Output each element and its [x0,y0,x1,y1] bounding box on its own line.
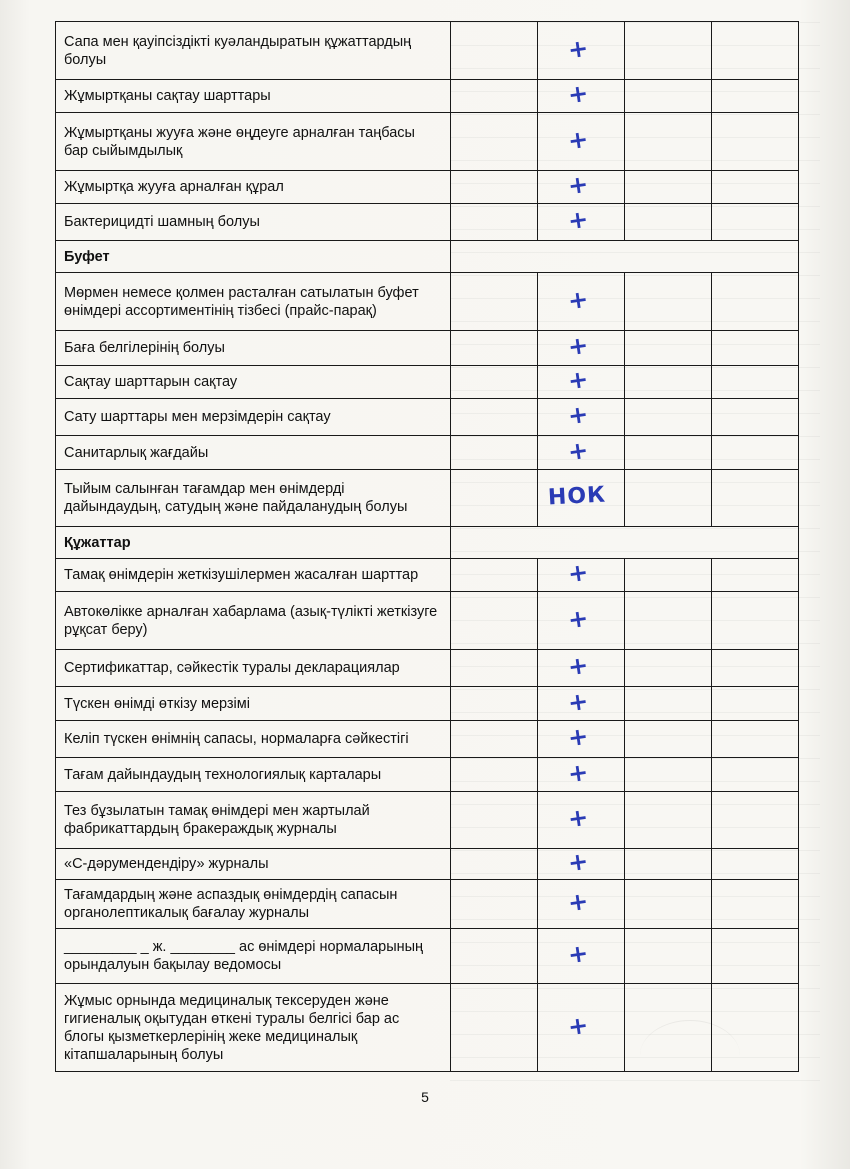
handwritten-check-mark: + [566,757,590,788]
handwritten-check-mark: + [566,124,590,155]
handwritten-check-mark: + [566,938,590,970]
answer-cell-3 [625,470,712,527]
answer-cell-2 [538,559,625,592]
answer-cell-1 [451,470,538,527]
section-row [56,527,799,559]
answer-cell-2 [538,929,625,984]
answer-cell-4 [712,880,799,929]
answer-cell-3 [625,171,712,204]
answer-cell-3 [625,792,712,849]
answer-cell-4 [712,331,799,366]
criterion-label: Жұмыртқа жууға арналған құрал [56,171,451,204]
handwritten-check-mark: + [566,435,590,466]
answer-cell-2 [538,113,625,171]
table-row [56,331,799,366]
criterion-label: _________ _ ж. ________ ас өнімдері нормаларының орындалуын бақылау ведомосы [56,929,451,984]
table-row [56,984,799,1072]
table-row [56,204,799,241]
criterion-label: Жұмыртқаны жууға және өңдеуге арналған таңбасы бар сыйымдылық [56,113,451,171]
criterion-label: Бактерицидті шамның болуы [56,204,451,241]
criterion-label: Сату шарттары мен мерзімдерін сақтау [56,399,451,436]
criterion-label: Тағам дайындаудың технологиялық карталары [56,758,451,792]
answer-cell-3 [625,273,712,331]
answer-cell-2 [538,846,625,880]
answer-cell-1 [451,331,538,366]
criterion-label: Тез бұзылатын тамақ өнімдері мен жартылай фабрикаттардың бракераждық журналы [56,792,451,849]
table-row [56,929,799,984]
handwritten-check-mark: + [566,886,590,918]
answer-cell-2 [538,984,625,1072]
answer-cell-2 [538,880,625,929]
criterion-label: Тыйым салынған тағамдар мен өнімдерді дайындаудың, сатудың және пайдаланудың болуы [56,470,451,527]
handwritten-check-mark: + [566,33,590,64]
handwritten-check-mark: + [566,802,590,834]
answer-cell-4 [712,650,799,687]
answer-cell-4 [712,758,799,792]
criterion-label: Жұмыртқаны сақтау шарттары [56,80,451,113]
answer-cell-3 [625,436,712,470]
handwritten-check-mark: + [566,650,590,682]
answer-cell-3 [625,758,712,792]
table-row [56,792,799,849]
section-spacer [451,241,799,273]
answer-cell-1 [451,650,538,687]
table-row [56,366,799,399]
criterion-label: Мөрмен немесе қолмен расталған сатылатын буфет өнімдері ассортиментінің тізбесі (прайс-парақ) [56,273,451,331]
answer-cell-1 [451,984,538,1072]
answer-cell-3 [625,22,712,80]
handwritten-check-mark: + [566,284,590,315]
criterion-label: Санитарлық жағдайы [56,436,451,470]
table-row [56,399,799,436]
answer-cell-4 [712,366,799,399]
handwritten-check-mark: + [566,169,590,201]
answer-cell-3 [625,929,712,984]
answer-cell-4 [712,399,799,436]
answer-cell-1 [451,204,538,241]
answer-cell-2 [538,366,625,399]
handwritten-check-mark: + [566,78,590,110]
answer-cell-4 [712,171,799,204]
handwritten-check-mark: НОК [547,482,607,511]
table-row [56,559,799,592]
answer-cell-4 [712,792,799,849]
section-spacer [451,527,799,559]
answer-cell-1 [451,171,538,204]
answer-cell-3 [625,366,712,399]
answer-cell-2 [538,331,625,366]
table-row [56,273,799,331]
criterion-label: Түскен өнімді өткізу мерзімі [56,687,451,721]
answer-cell-1 [451,559,538,592]
answer-cell-1 [451,721,538,758]
answer-cell-3 [625,849,712,880]
answer-cell-3 [625,113,712,171]
answer-cell-4 [712,113,799,171]
section-heading: Құжаттар [56,527,451,559]
table-row [56,22,799,80]
handwritten-check-mark: + [566,364,590,396]
answer-cell-2 [538,721,625,758]
answer-cell-3 [625,880,712,929]
table-row [56,687,799,721]
handwritten-check-mark: + [566,846,590,878]
answer-cell-2 [538,758,625,792]
answer-cell-4 [712,929,799,984]
answer-cell-2 [538,204,625,241]
answer-cell-2 [538,592,625,650]
answer-cell-2 [538,171,625,204]
handwritten-check-mark: + [566,686,590,717]
answer-cell-1 [451,687,538,721]
table-row [56,470,799,527]
handwritten-check-mark: + [566,399,590,431]
answer-cell-2 [538,650,625,687]
answer-cell-4 [712,204,799,241]
answer-cell-2 [538,470,625,527]
answer-cell-1 [451,436,538,470]
answer-cell-4 [712,721,799,758]
table-row [56,721,799,758]
section-heading: Буфет [56,241,451,273]
answer-cell-4 [712,849,799,880]
criterion-label: Тамақ өнімдерін жеткізушілермен жасалған шарттар [56,559,451,592]
handwritten-check-mark: + [566,330,590,362]
answer-cell-1 [451,792,538,849]
answer-cell-3 [625,592,712,650]
answer-cell-2 [538,22,625,80]
table-row [56,80,799,113]
answer-cell-2 [538,80,625,113]
answer-cell-3 [625,331,712,366]
answer-cell-1 [451,273,538,331]
answer-cell-3 [625,650,712,687]
answer-cell-4 [712,559,799,592]
answer-cell-2 [538,399,625,436]
answer-cell-3 [625,984,712,1072]
criterion-label: Тағамдардың және аспаздық өнімдердің сапасын органолептикалық бағалау журналы [56,880,451,929]
handwritten-check-mark: + [566,557,590,589]
page-number: 5 [421,1089,429,1105]
answer-cell-3 [625,559,712,592]
table-row [56,758,799,792]
answer-cell-4 [712,80,799,113]
answer-cell-2 [538,436,625,470]
answer-cell-4 [712,470,799,527]
answer-cell-3 [625,721,712,758]
table-row [56,436,799,470]
criterion-label: Баға белгілерінің болуы [56,331,451,366]
answer-cell-1 [451,80,538,113]
answer-cell-1 [451,849,538,880]
answer-cell-1 [451,113,538,171]
handwritten-check-mark: + [566,603,590,634]
handwritten-check-mark: + [566,204,590,236]
criterion-label: Сапа мен қауіпсіздікті куәландыратын құжаттардың болуы [56,22,451,80]
handwritten-check-mark: + [566,721,590,753]
answer-cell-4 [712,984,799,1072]
answer-cell-4 [712,22,799,80]
answer-cell-4 [712,436,799,470]
table-row [56,171,799,204]
table-row [56,650,799,687]
answer-cell-3 [625,399,712,436]
checklist-table [55,21,799,1072]
answer-cell-2 [538,792,625,849]
answer-cell-2 [538,273,625,331]
criterion-label: Келіп түскен өнімнің сапасы, нормаларға сәйкестігі [56,721,451,758]
table-row [56,592,799,650]
answer-cell-1 [451,22,538,80]
criterion-label: «С-дәрумендендіру» журналы [56,849,451,880]
criterion-label: Жұмыс орнында медициналық тексеруден және гигиеналық оқытудан өткені туралы белгісі бар ас блогы қызметкерлерінің жеке медициналық кітапшаларының болуы [56,984,451,1072]
answer-cell-4 [712,687,799,721]
answer-cell-1 [451,880,538,929]
answer-cell-1 [451,929,538,984]
table-row [56,880,799,929]
answer-cell-1 [451,592,538,650]
answer-cell-3 [625,80,712,113]
handwritten-check-mark: + [566,1010,590,1041]
criterion-label: Сертификаттар, сәйкестік туралы декларациялар [56,650,451,687]
answer-cell-1 [451,758,538,792]
criterion-label: Сақтау шарттарын сақтау [56,366,451,399]
answer-cell-3 [625,687,712,721]
answer-cell-3 [625,204,712,241]
answer-cell-4 [712,592,799,650]
table-row [56,113,799,171]
answer-cell-2 [538,687,625,721]
answer-cell-1 [451,366,538,399]
table-row [56,849,799,880]
answer-cell-1 [451,399,538,436]
criterion-label: Автокөлікке арналған хабарлама (азық-түлікті жеткізуге рұқсат беру) [56,592,451,650]
answer-cell-4 [712,273,799,331]
section-row [56,241,799,273]
